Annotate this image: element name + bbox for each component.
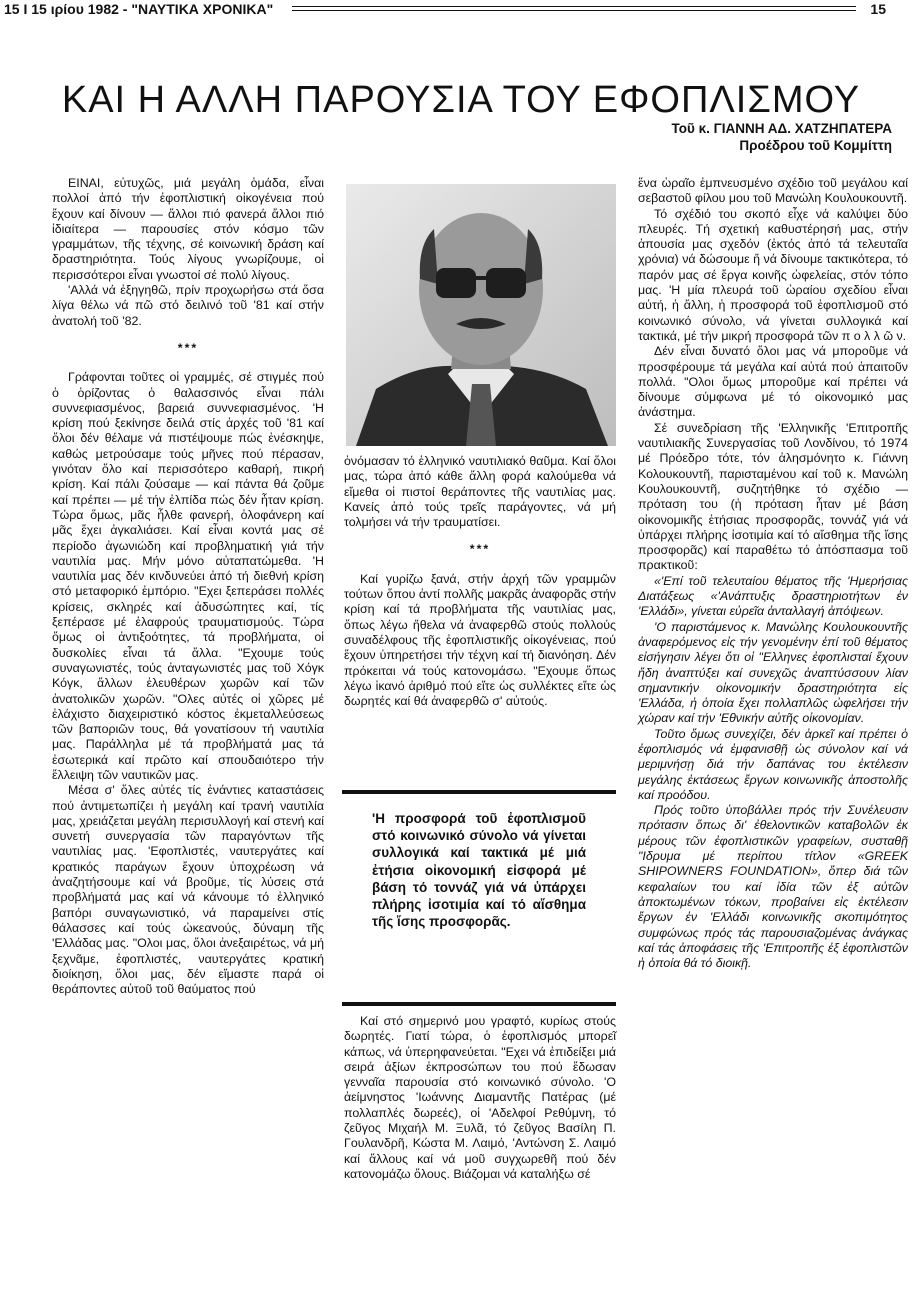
header-date-issue: 15 ιρίου 1982 - "ΝΑΥΤΙΚΑ ΧΡΟΝΙΚΑ" — [31, 1, 274, 17]
quoted-minutes: Πρός τοῦτο ὑποβάλλει πρός τήν Συνέλευσιν πρότασιν ὅπως δι' ἐθελοντικῶν καταβολῶν ἐκ μέρους τῶν ἐφοπλιστικῶν γραφείων, συσταθῇ "Ιδρυμα μέ περίπου τίτλον «GREEK SHIPOWNERS FOUNDATION», ὅπερ διά τῶν κεφαλαίων του καί ἰδία τῶν ἐξ αὐτῶν ἀποκτωμένων τόκων, προβαίνει εἰς ἐκτέλεσιν ἔργων ἐν 'Ελλάδι κοινωνικῆς σκοπιμότητος συμφώνως πρός τάς παρουσιαζομένας ἀνάγκας καί τάς ἀποφάσεις τῆς 'Επιτροπῆς ἐξ ἐφοπλιστῶν ἡ ὁποία θά τό διοικῇ. — [638, 803, 908, 971]
paragraph: Δέν εἶναι δυνατό ὅλοι μας νά μποροῦμε νά προσφέρουμε τά μεγάλα καί αὐτά πού ἀπαιτοῦν πολλά. "Ολοι ὅμως μποροῦμε καί πρέπει νά δίνουμε σύμφωνα μέ τό οἰκονομικό μας ἀνάστημα. — [638, 344, 908, 420]
header-issue — [4, 1, 273, 17]
paragraph: Καί στό σημερινό μου γραφτό, κυρίως στούς δωρητές. Γιατί τώρα, ὁ ἐφοπλισμός μπορεῖ κάπως, νά ὑπερηφανεύεται. "Εχει νά ἐπιδείξει μιά σειρά ἀξίων ἐκπροσώπων του πού ἔδωσαν γενναῖα παρουσία στό κοινωνικό σύνολο. 'Ο ἀείμνηστος 'Ιωάννης Διαμαντῆς Πατέρας (μέ πολλαπλές δωρεές), οἱ 'Αδελφοί Ρεθύμνη, τό ζεῦγος Μιχαήλ Μ. Ξυλᾶ, τό ζεῦγος Βασίλη Π. Γουλανδρῆ, Κώστα Μ. Λαιμό, 'Αντώνση Σ. Λαιμό καί ἄλλους καί νά μοῦ συγχωρεθῆ πού δέν κατονομάζω ὅλους. Βιάζομαι νά καταλήξω σέ — [344, 1014, 616, 1181]
article-title: ΚΑΙ Η ΑΛΛΗ ΠΑΡΟΥΣΙΑ ΤΟΥ ΕΦΟΠΛΙΣΜΟΥ — [61, 79, 861, 122]
header-page-right: 15 — [870, 1, 886, 17]
paragraph: Σέ συνεδρίαση τῆς 'Ελληνικῆς 'Επιτροπῆς ναυτιλιακῆς Συνεργασίας τοῦ Λονδίνου, τό 1974 μέ Πρόεδρο τότε, τόν ἀλησμόνητο κ. Γιάννη Κολουκουντῆ, παρισταμένου καί τοῦ κ. Μανώλη Κουλουκουντῆ, συζητήθηκε τό σχέδιο — πρόταση του (ἡ πρόταση ἦταν μέ βάση οἰκονομικῆς ἐτήσιας προσφορᾶς, τοννάζ γιά νά ὑπάρχει πλήρης ἰσοτιμία καί τό αἴσθημα τῆς ἴσης προσφορᾶς) καί παραθέτω τό ἀπόσπασμα τοῦ πρακτικοῦ: — [638, 420, 908, 573]
quoted-minutes: «'Επί τοῦ τελευταίου θέματος τῆς 'Ημερήσιας Διατάξεως «'Ανάπτυξις δραστηριοτήτων ἐν 'Ελλάδι», γίνεται εὐρεῖα ἀνταλλαγή ἀπόψεων. — [638, 573, 908, 619]
paragraph: Καί γυρίζω ξανά, στήν ἀρχή τῶν γραμμῶν τούτων ὅπου ἀντί πολλῆς μακρᾶς ἀναφορᾶς στήν κρίση καί τά προβλήματα τῆς ναυτιλίας μας, ὅπως λέγω ἤθελα νά ἀναφερθῶ στούς πολλούς συναδέλφους τῆς ἐφοπλιστικῆς οἰκογένειας, πού ἔχουν ὑπηρετήσει τήν τέχνη καί τή διανόηση. Δέν πρόκειται νά τούς κατονομάσω. "Εχουμε ὅπως λέγω ἱκανό ἀριθμό πού εἴτε ὡς συλλέκτες εἴτε ὡς δωρητές καί θά ἀναφερθῶ σ' αὐτούς. — [344, 571, 616, 709]
column-2-bottom — [344, 1014, 616, 1182]
byline-role: Προέδρου τοῦ Κομμίττη — [739, 138, 892, 153]
quoted-minutes: Τοῦτο ὅμως συνεχίζει, δέν ἀρκεῖ καί πρέπει ὁ ἐφοπλισμός νά ἐμφανισθῇ ὡς σύνολον καί νά μεριμνήσῃ διά τήν δαπάνας του ἐκτέλεσιν μεγάλης ἐκτάσεως ἔργων κοινωνικῆς ἀποστολῆς καί προόδου. — [638, 726, 908, 802]
portrait-illustration — [346, 184, 616, 446]
paragraph: ὀνόμασαν τό ἑλληνικό ναυτιλιακό θαῦμα. Καί ὅλοι μας, τώρα ἀπό κάθε ἄλλη φορά καλούμεθα νά εἴμεθα οἱ πιστοί θεράποντες τῆς ναυτιλίας μας. Κανείς ἀπό τούς τρεῖς παράγοντες, νά μή τολμήσει νά τήν τραυματίσει. — [344, 454, 616, 530]
pull-quote-text: 'Η προσφορά τοῦ ἐφοπλισμοῦ στό κοινωνικό σύνολο νά γίνεται συλλογικά καί τακτικά μέ μιά ἐτήσια οἰκονομική εἰσφορά μέ βάση τό τοννάζ γιά νά ὑπάρχει πλήρης ἰσοτιμία καί τό αἴσθημα τῆς ἴσης προσφορᾶς. — [372, 811, 586, 930]
column-3 — [638, 176, 908, 971]
section-separator: *** — [177, 340, 199, 355]
paragraph: Μέσα σ' ὅλες αὐτές τίς ἐνάντιες καταστάσεις πού ἀντιμετωπίζει ἡ μεγάλη καί τρανή ναυτιλία μας, χρειάζεται μεγάλη περισυλλογή καί στενή καί συνετή συνεργασία τῶν παραγόντων τῆς ναυτιλίας μας. 'Εφοπλιστές, ναυτεργάτες καί κρατικός παράγων ἔχουν ὑποχρέωση νά ἀναζητήσουμε καί νά βροῦμε, τίς λύσεις στά προβλήματά μας καί νά κάνουμε τό ἑλληνικό βαπόρι συναγωνιστικό, νά παραμείνει στίς θάλασσες καί τούς ὠκεανούς, δύναμη τῆς 'Ελλάδας μας. "Ολοι μας, ὅλοι ἀνεξαιρέτως, νά μή ξεχνᾶμε, ἐφοπλιστές, ναυτεργάτες κρατική διοίκηση, ὅλοι μας, δέν εἴμαστε παρά οἱ θεράποντες αὐτοῦ τοῦ θαύματος πού — [52, 783, 324, 997]
author-portrait-photo — [346, 184, 616, 446]
column-2-top — [344, 454, 616, 709]
paragraph: ἕνα ὡραῖο ἐμπνευσμένο σχέδιο τοῦ μεγάλου καί σεβαστοῦ φίλου μου τοῦ Μανώλη Κουλουκουντῆ. — [638, 176, 908, 206]
byline — [672, 120, 892, 154]
section-separator: *** — [469, 542, 491, 557]
paragraph: 'Αλλά νά ἐξηγηθῶ, πρίν προχωρήσω στά ὅσα λίγα θέλω νά πῶ στό δειλινό τοῦ '81 καί στήν ἀνατολή τοῦ '82. — [52, 283, 324, 328]
paragraph: Τό σχέδιό του σκοπό εἶχε νά καλύψει δύο πλευρές. Τή σχετική καθυστέρησή μας, στήν ἀπουσία μας σχεδόν (ἐκτός ἀπό τά τελευταῖα χρόνια) νά δώσουμε ἤ νά δίνουμε τακτικότερα, τό παρόν μας σέ ἔργα κοινῆς ὠφελείας, στόν τόπο μας. 'Η μία πλευρά τοῦ ὡραίου σχεδίου εἶναι αὐτή, ἡ ἄλλη, ἡ προσφορά τοῦ ἐφοπλισμοῦ στό κοινωνικό σύνολο, νά γίνεται συλλογικά καί τακτικά, μέ τήν μικρή προσφορά τῶν π ο λ λ ῶ ν. — [638, 206, 908, 343]
header-page-left: 15 I — [4, 1, 28, 17]
quoted-minutes: 'Ο παριστάμενος κ. Μανώλης Κουλουκουντῆς ἀναφερόμενος εἰς τήν γενομένην ἐπί τοῦ θέματος εἰσήγησιν λέγει ὅτι οἱ "Ελληνες ἐφοπλισταί ἔχουν ἤδη ἀναπτύξει καί συνεχῶς ἀναπτύσσουν λίαν σημαντικήν οἰκονομικήν δραστηριότητα εἰς 'Ελλάδα, ἡ ὁποία ἔχει πολλαπλῶς ὠφελήσει τήν χώραν καί τήν 'Εθνικήν αὐτῆς οἰκονομίαν. — [638, 619, 908, 726]
pull-quote-box — [342, 790, 616, 1006]
header-rule — [292, 6, 856, 11]
page-header — [0, 0, 922, 20]
byline-author: Τοῦ κ. ΓΙΑΝΝΗ ΑΔ. ΧΑΤΖΗΠΑΤΕΡΑ — [671, 121, 892, 136]
paragraph: ΕΙΝΑΙ, εὐτυχῶς, μιά μεγάλη ὁμάδα, εἶναι πολλοί ἀπό τήν ἐφοπλιστική οἰκογένεια πού ἔχουν καί δίνουν — ἄλλοι πιό φανερά ἄλλοι πιό ἰδιαίτερα — παρουσίες στόν κόσμο τῶν γραμμάτων, τῆς τέχνης, σέ κοινωνική δράση καί δραστηριότητα. Τούς λίγους γνωρίζουμε, οἱ περισσότεροι εἶναι γνωστοί σέ πολύ λίγους. — [52, 176, 324, 282]
paragraph: Γράφονται τοῦτες οἱ γραμμές, σέ στιγμές πού ὁ ὁρίζοντας ὁ θαλασσινός εἶναι πάλι συννεφιασμένος, βαρειά συννεφιασμένος. 'Η κρίση πού ξεκίνησε δειλά στίς ἀρχές τοῦ '81 καί ὅλοι δέν θέλαμε νά πιστέψουμε πώς ἐνέσκηψε, καθώς μετρούσαμε τούς μῆνες πού πέρασαν, γινόταν ὅλο καί περισσότερο καθαρή, πικρή κρίση. Καί πάλι ζούσαμε — καί πάντα θά ζοῦμε καί πρέπει — μέ τήν ἐλπίδα πώς δέν ἦταν κρίση. Τώρα ὅμως, μᾶς ἦλθε φανερή, ὁλοφάνερη καί μᾶς ἔχει ἀγκαλιάσει. Καί εἶναι κοντά μας σέ περίοδο ἀγωνιώδη καί προβληματική γιά τήν ναυτιλία μας. Μήν μόνο αὐταπατώμεθα. 'Η ναυτιλία μας δέν κινδυνεύει ἀπό τή διεθνή κρίση στό μεταφορικό ἐμπόριο. "Εχει ξεπεράσει πολλές κρίσεις, σκληρές καί ἀδυσώπητες καί, τίς ξεπέρασε μέ ἐλαφρούς τραυματισμούς. Τώρα ὅμως οἱ ἀντιξοότητες, τά προβλήματα, οἱ δυσκολίες εἶναι τά ἄλλα. "Εχουμε τούς συναγωνιστές, τούς ἀνταγωνιστές μας τοῦ Χόγκ Κόγκ, ἄλλων ἐλευθέρων χωρῶν καί τῶν ἀνατολικῶν χωρῶν. "Ολες αὐτές οἱ χῶρες μέ ἐλάχιστο διαχειριστικό κόστος ἐκμεταλλεύσεως τῶν βαποριῶν τους, θά γονατίσουν τή ναυτιλία μας. Παράλληλα μέ τά προβλήματά μας τά ἐσωτερικά καί πρῶτο καί σπουδαιότερο τήν ἔλλειψη τῶν ναυτικῶν μας. — [52, 370, 324, 782]
column-1 — [52, 176, 324, 997]
